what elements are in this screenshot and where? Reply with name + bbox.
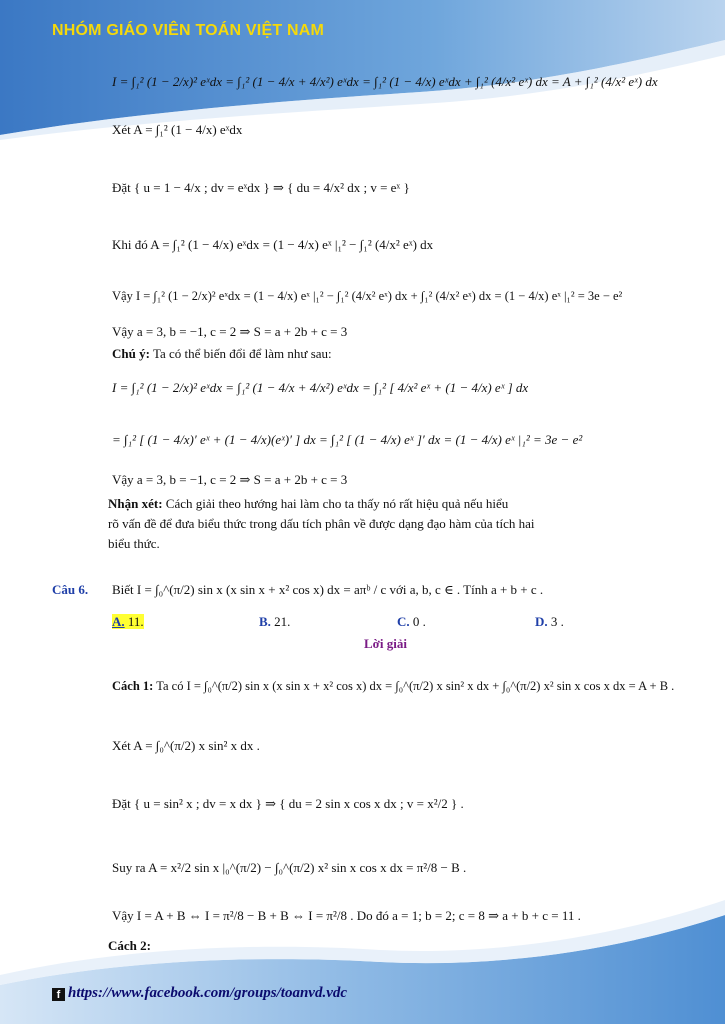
solution-title: Lời giải [364,636,407,651]
chu-y-label: Chú ý: [112,346,150,361]
equation-2: I = ∫₁² (1 − 2/x)² eˣdx = ∫₁² (1 − 4/x + 4/x²) eˣdx = ∫₁² [ 4/x² eˣ + (1 − 4/x) eˣ ] dx [112,380,529,395]
cach-1-label: Cách 1: [112,679,154,693]
cach-1-line [112,678,674,694]
suy-ra-line: Suy ra A = x²/2 sin x |₀^(π/2) − ∫₀^(π/2) x² sin x cos x dx = π²/8 − B . [112,860,467,875]
xet-A-line-2: Xét A = ∫₀^(π/2) x sin² x dx . [112,738,260,753]
nhan-xet-label: Nhận xét: [108,496,163,511]
nhan-xet-text-1: Cách giải theo hướng hai làm cho ta thấy nó rất hiệu quả nếu hiểu [162,496,509,511]
question-tail: . Tính a + b + c . [456,582,544,597]
vay-line-1: Vậy I = ∫₁² (1 − 2/x)² eˣdx = (1 − 4/x) eˣ |₁² − ∫₁² (4/x² eˣ) dx + ∫₁² (4/x² eˣ) dx = (1 − 4/x) eˣ |₁² = 3e − e² [112,289,623,303]
option-c-key: C. [397,614,410,629]
substitution-line: Đặt { u = 1 − 4/x ; dv = eˣdx } ⇒ { du = 4/x² dx ; v = eˣ } [112,180,410,195]
substitution-text: Đặt { u = sin² x ; dv = x dx } ⇒ { du = 2 sin x cos x dx ; v = x²/2 } [112,796,458,811]
option-c-value: 0 . [412,614,426,629]
facebook-icon: f [52,988,65,1001]
option-a[interactable] [112,614,144,630]
cach-2-label: Cách 2: [108,938,151,953]
option-c[interactable] [397,614,426,630]
nhan-xet-line-1 [108,496,508,512]
question-text [112,582,543,598]
substitution-tail: . [460,796,464,811]
option-b-value: 21. [274,614,291,629]
option-a-value: 11. [127,614,144,629]
equation-1: I = ∫₁² (1 − 2/x)² eˣdx = ∫₁² (1 − 4/x + 4/x²) eˣdx = ∫₁² (1 − 4/x) eˣdx + ∫₁² (4/x² eˣ) dx = A + ∫₁² (4/x² eˣ) dx [112,74,658,89]
question-statement: Biết I = ∫₀^(π/2) sin x (x sin x + x² cos x) dx = aπᵇ / c với a, b, c ∈ [112,582,454,597]
cach-1-text: Ta có I = ∫₀^(π/2) sin x (x sin x + x² cos x) dx = ∫₀^(π/2) x sin² x dx + ∫₀^(π/2) x² sin x cos x dx = A + B . [153,679,675,693]
header-title: NHÓM GIÁO VIÊN TOÁN VIỆT NAM [52,22,324,39]
equation-3: = ∫₁² [ (1 − 4/x)′ eˣ + (1 − 4/x)(eˣ)′ ] dx = ∫₁² [ (1 − 4/x) eˣ ]′ dx = (1 − 4/x) eˣ |₁² = 3e − e² [112,432,583,447]
option-a-key: A. [112,614,125,629]
substitution-line-2 [112,796,464,812]
option-d-value: 3 . [550,614,564,629]
chu-y-text: Ta có thể biến đổi để làm như sau: [149,346,332,361]
xet-A-line: Xét A = ∫₁² (1 − 4/x) eˣdx [112,122,243,137]
chu-y-line [112,346,332,362]
nhan-xet-line-3: biểu thức. [108,536,160,551]
vay-line-3: Vậy a = 3, b = −1, c = 2 ⇒ S = a + 2b + c = 3 [112,472,348,487]
option-d[interactable] [535,614,564,630]
vay-line-2: Vậy a = 3, b = −1, c = 2 ⇒ S = a + 2b + c = 3 [112,324,348,339]
vay-line-4: Vậy I = A + B ⇔ I = π²/8 − B + B ⇔ I = π²/8 . Do đó a = 1; b = 2; c = 8 ⇒ a + b + c = 11 . [112,908,581,923]
option-b[interactable] [259,614,290,630]
question-label: Câu 6. [52,582,89,597]
footer-link[interactable] [52,985,347,1002]
option-d-key: D. [535,614,548,629]
footer-url[interactable]: https://www.facebook.com/groups/toanvd.vdc [68,985,348,1001]
khi-do-line: Khi đó A = ∫₁² (1 − 4/x) eˣdx = (1 − 4/x) eˣ |₁² − ∫₁² (4/x² eˣ) dx [112,237,434,252]
option-b-key: B. [259,614,271,629]
nhan-xet-line-2: rõ vấn đề để đưa biểu thức trong dấu tích phân về được dạng đạo hàm của tích hai [108,516,535,531]
